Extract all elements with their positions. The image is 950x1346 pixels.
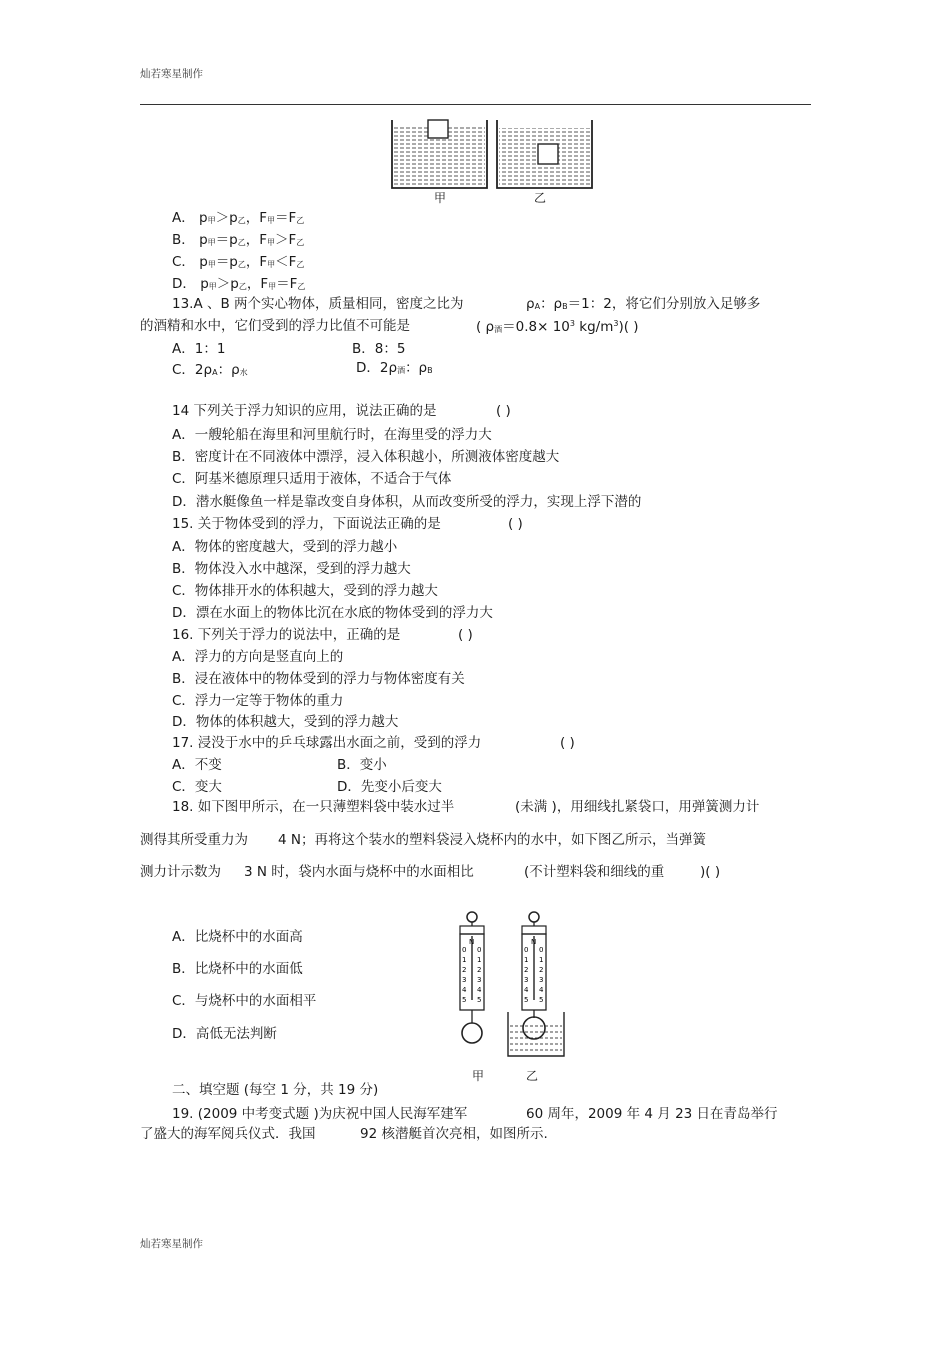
q17-option-c: C．变大	[172, 779, 222, 795]
q18-stem-line1a: 18. 如下图甲所示，在一只薄塑料袋中装水过半	[172, 799, 455, 815]
container-left	[392, 120, 487, 188]
svg-text:4: 4	[477, 986, 482, 994]
svg-text:5: 5	[462, 996, 467, 1004]
svg-text:3: 3	[477, 976, 482, 984]
q18-stem-line2b: 4 N；再将这个装水的塑料袋浸入烧杯内的水中，如下图乙所示，当弹簧	[278, 832, 706, 848]
q13-stem-line1b: ρA：ρB＝1：2，将它们分别放入足够多	[526, 296, 761, 312]
q19-stem-line2a: 了盛大的海军阅兵仪式．我国	[140, 1126, 316, 1142]
q14-option-c: C．阿基米德原理只适用于液体，不适合于气体	[172, 471, 452, 487]
q15-option-c: C．物体排开水的体积越大，受到的浮力越大	[172, 583, 438, 599]
q16-option-c: C．浮力一定等于物体的重力	[172, 693, 344, 709]
q18-option-c: C．与烧杯中的水面相平	[172, 993, 317, 1009]
svg-text:0: 0	[539, 946, 544, 954]
q14-option-a: A．一艘轮船在海里和河里航行时，在海里受的浮力大	[172, 427, 492, 443]
svg-text:2: 2	[462, 966, 467, 974]
svg-text:3: 3	[462, 976, 467, 984]
svg-text:3: 3	[539, 976, 544, 984]
q16-answer-paren: ( )	[458, 627, 473, 643]
q18-option-a: A．比烧杯中的水面高	[172, 929, 303, 945]
q13-option-d: D．2ρ酒：ρB	[356, 360, 433, 376]
q15-option-b: B．物体没入水中越深，受到的浮力越大	[172, 561, 411, 577]
q12-figure	[388, 118, 610, 208]
q16-stem: 16. 下列关于浮力的说法中，正确的是	[172, 627, 401, 643]
q17-option-a: A．不变	[172, 757, 222, 773]
spring-scale-right	[508, 912, 564, 1056]
q17-option-b: B．变小	[337, 757, 387, 773]
header-rule	[140, 104, 811, 105]
q18-fig-label-left: 甲	[472, 1069, 485, 1083]
q19-stem-line2b: 92 核潜艇首次亮相，如图所示.	[360, 1126, 548, 1142]
svg-text:4: 4	[462, 986, 467, 994]
q12-option-c: C． p甲＝p乙，F甲＜F乙	[172, 254, 305, 270]
svg-text:1: 1	[462, 956, 467, 964]
q13-option-a: A．1：1	[172, 341, 226, 357]
block-floating	[428, 120, 448, 138]
q14-stem: 14 下列关于浮力知识的应用，说法正确的是	[172, 403, 437, 419]
svg-text:0: 0	[524, 946, 529, 954]
q18-option-b: B．比烧杯中的水面低	[172, 961, 303, 977]
q12-option-a: A． p甲＞p乙，F甲＝F乙	[172, 210, 305, 226]
fig12-label-right: 乙	[534, 191, 547, 205]
q18-stem-line2a: 测得其所受重力为	[140, 832, 248, 848]
q13-stem-line1a: 13.A 、B 两个实心物体，质量相同，密度之比为	[172, 296, 464, 312]
svg-text:5: 5	[477, 996, 482, 1004]
q18-option-d: D．高低无法判断	[172, 1026, 277, 1042]
q18-stem-line1b: (未满 )，用细线扎紧袋口，用弹簧测力计	[515, 799, 760, 815]
q14-answer-paren: ( )	[496, 403, 511, 419]
q17-answer-paren: ( )	[560, 735, 575, 751]
header-watermark: 灿若寒星制作	[140, 68, 203, 80]
q13-option-b: B．8：5	[352, 341, 406, 357]
fig12-label-left: 甲	[434, 191, 447, 205]
block-suspended	[538, 144, 558, 164]
q14-option-d: D．潜水艇像鱼一样是靠改变自身体积，从而改变所受的浮力，实现上浮下潜的	[172, 494, 642, 510]
q18-stem-line3b: 3 N 时，袋内水面与烧杯中的水面相比	[244, 864, 474, 880]
svg-text:3: 3	[524, 976, 529, 984]
svg-text:4: 4	[524, 986, 529, 994]
svg-text:1: 1	[524, 956, 529, 964]
q18-figure	[452, 908, 572, 1068]
svg-text:2: 2	[477, 966, 482, 974]
q16-option-d: D．物体的体积越大，受到的浮力越大	[172, 714, 399, 730]
scale-right-unit: N	[531, 938, 537, 946]
svg-text:2: 2	[524, 966, 529, 974]
scale-left-unit: N	[469, 938, 475, 946]
q15-option-d: D．漂在水面上的物体比沉在水底的物体受到的浮力大	[172, 605, 493, 621]
q18-fig-label-right: 乙	[526, 1069, 539, 1083]
svg-text:1: 1	[539, 956, 544, 964]
svg-text:1: 1	[477, 956, 482, 964]
svg-text:0: 0	[462, 946, 467, 954]
svg-text:5: 5	[539, 996, 544, 1004]
svg-text:2: 2	[539, 966, 544, 974]
q19-stem-line1b: 60 周年，2009 年 4 月 23 日在青岛举行	[526, 1106, 778, 1122]
svg-text:5: 5	[524, 996, 529, 1004]
q18-stem-line3a: 测力计示数为	[140, 864, 221, 880]
q17-stem: 17. 浸没于水中的乒乓球露出水面之前，受到的浮力	[172, 735, 482, 751]
q16-option-a: A．浮力的方向是竖直向上的	[172, 649, 344, 665]
q15-stem: 15. 关于物体受到的浮力，下面说法正确的是	[172, 516, 441, 532]
q18-stem-line3c: (不计塑料袋和细线的重	[524, 864, 665, 880]
q13-stem-line2b: ( ρ酒$=0.8\times 10^3$ $kg/m^3$)( )	[476, 319, 639, 335]
footer-watermark: 灿若寒星制作	[140, 1238, 203, 1250]
water-bag-left	[462, 1023, 482, 1043]
q13-option-c: C．2ρA：ρ水	[172, 362, 248, 378]
spring-scale-left	[460, 912, 484, 1043]
q15-answer-paren: ( )	[508, 516, 523, 532]
water-bag-right	[523, 1017, 545, 1039]
q16-option-b: B．浸在液体中的物体受到的浮力与物体密度有关	[172, 671, 465, 687]
svg-text:0: 0	[477, 946, 482, 954]
q14-option-b: B．密度计在不同液体中漂浮，浸入体积越小，所测液体密度越大	[172, 449, 560, 465]
q19-stem-line1a: 19. (2009 中考变式题 )为庆祝中国人民海军建军	[172, 1106, 468, 1122]
q18-stem-line3d: )( )	[700, 864, 721, 880]
q12-option-d: D． p甲＞p乙，F甲＝F乙	[172, 276, 306, 292]
q17-option-d: D．先变小后变大	[337, 779, 442, 795]
q13-stem-line2a: 的酒精和水中，它们受到的浮力比值不可能是	[140, 318, 410, 334]
q12-option-b: B． p甲＝p乙，F甲＞F乙	[172, 232, 305, 248]
beaker	[508, 1012, 564, 1056]
q15-option-a: A．物体的密度越大，受到的浮力越小	[172, 539, 398, 555]
svg-text:4: 4	[539, 986, 544, 994]
section2-title: 二、填空题 (每空 1 分，共 19 分)	[172, 1082, 379, 1098]
container-right	[497, 120, 592, 188]
